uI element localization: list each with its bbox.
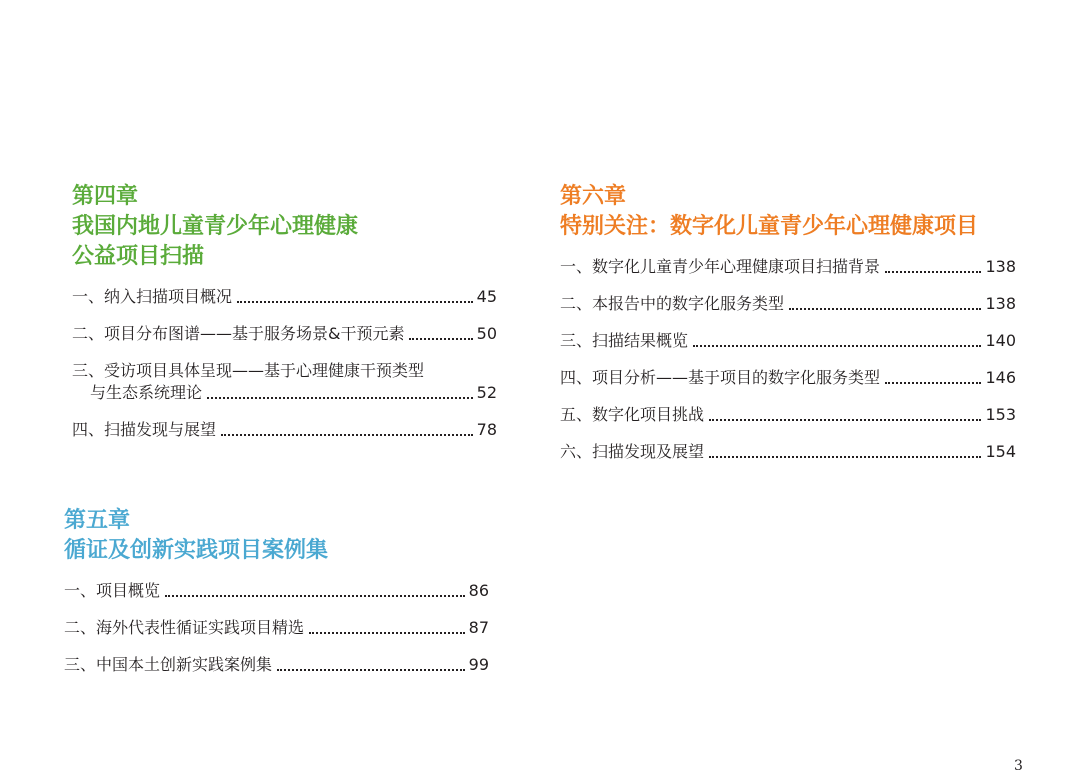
toc-entry[interactable] [560,404,1016,426]
toc-entry-page: 99 [468,655,489,674]
toc-entry-label: 一、纳入扫描项目概况 [72,287,233,306]
toc-entry-label: 一、项目概览 [64,581,161,600]
toc-entry-label: 二、本报告中的数字化服务类型 [560,294,785,313]
toc-entry[interactable] [64,654,489,676]
toc-leader-dots [709,456,981,458]
toc-leader-dots [709,419,981,421]
toc-entry[interactable] [72,286,497,308]
toc-entry-page: 138 [985,294,1016,313]
chapter-6-heading: 第六章 [560,184,627,209]
toc-leader-dots [693,345,981,347]
toc-leader-dots [207,397,473,399]
toc-entry-page: 140 [985,331,1016,350]
chapter-4-title [72,182,497,272]
toc-entry[interactable] [560,441,1016,463]
chapter-4-heading: 第四章 [72,184,139,209]
toc-entry-label: 五、数字化项目挑战 [560,405,705,424]
toc-entry[interactable] [560,293,1016,315]
toc-entry-page: 50 [476,324,497,343]
toc-entry-label: 三、扫描结果概览 [560,331,689,350]
toc-entry[interactable] [72,419,497,441]
chapter-5-entries [64,580,489,676]
toc-leader-dots [885,382,981,384]
toc-entry-page: 86 [468,581,489,600]
chapter-6-entries [560,256,1016,463]
toc-entry-page: 45 [476,287,497,306]
toc-entry-label: 四、扫描发现与展望 [72,420,217,439]
toc-leader-dots [789,308,981,310]
chapter-4-title-line-1: 我国内地儿童青少年心理健康 [72,214,359,239]
toc-entry[interactable] [64,580,489,602]
toc-entry-label: 二、海外代表性循证实践项目精选 [64,618,305,637]
toc-leader-dots [309,632,465,634]
toc-entry-label: 三、受访项目具体呈现——基于心理健康干预类型 [72,361,425,380]
toc-entry[interactable] [560,367,1016,389]
toc-entry-line-2 [72,382,497,404]
toc-entry-label: 四、项目分析——基于项目的数字化服务类型 [560,368,881,387]
chapter-5-title [64,506,489,566]
toc-entry-label: 三、中国本土创新实践案例集 [64,655,273,674]
chapter-6-title-line-1: 特别关注：数字化儿童青少年心理健康项目 [560,214,979,239]
toc-entry-page: 146 [985,368,1016,387]
toc-leader-dots [237,301,473,303]
chapter-6-title [560,182,1016,242]
toc-entry-page: 138 [985,257,1016,276]
toc-entry-label: 一、数字化儿童青少年心理健康项目扫描背景 [560,257,881,276]
chapter-4-entries [72,286,497,441]
toc-entry[interactable] [560,256,1016,278]
toc-entry-page: 154 [985,442,1016,461]
chapter-5-section [64,506,489,691]
toc-leader-dots [165,595,465,597]
toc-leader-dots [409,338,472,340]
page-number: 3 [1014,758,1023,774]
chapter-4-section [72,182,497,456]
chapter-6-section [560,182,1016,478]
toc-entry-page: 153 [985,405,1016,424]
toc-leader-dots [277,669,465,671]
toc-entry[interactable] [560,330,1016,352]
toc-entry-page: 78 [476,420,497,439]
toc-leader-dots [885,271,981,273]
toc-entry-label-continued: 与生态系统理论 [90,383,203,402]
toc-entry-page: 52 [476,383,497,402]
toc-entry[interactable] [64,617,489,639]
toc-entry[interactable] [72,323,497,345]
chapter-5-title-line-1: 循证及创新实践项目案例集 [64,538,329,563]
toc-entry[interactable] [72,360,497,404]
toc-entry-page: 87 [468,618,489,637]
chapter-5-heading: 第五章 [64,508,131,533]
toc-leader-dots [221,434,473,436]
chapter-4-title-line-2: 公益项目扫描 [72,244,205,269]
toc-entry-label: 二、项目分布图谱——基于服务场景&干预元素 [72,324,405,343]
toc-entry-label: 六、扫描发现及展望 [560,442,705,461]
